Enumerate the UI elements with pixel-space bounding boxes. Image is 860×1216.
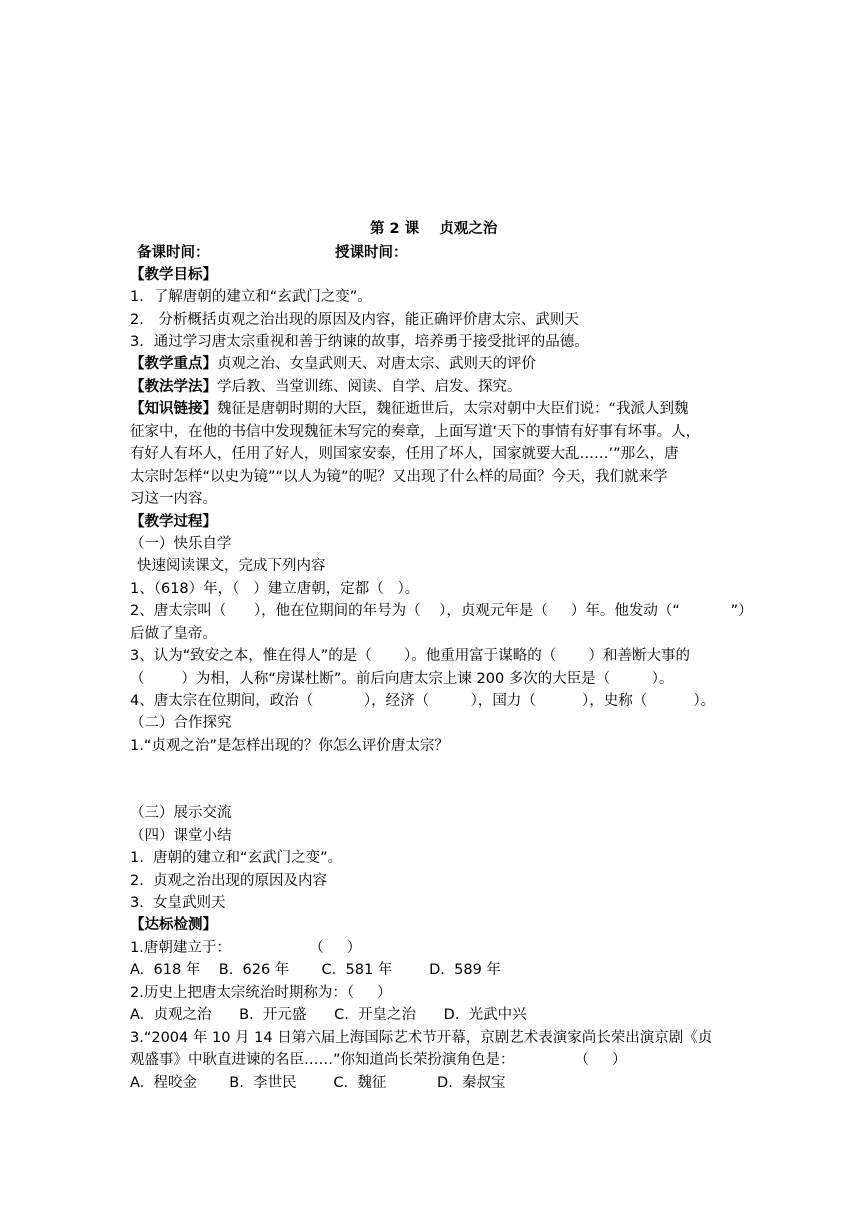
part2-heading: （二）合作探究 [130, 715, 232, 731]
objective-item: 2． 分析概括贞观之治出现的原因及内容，能正确评价唐太宗、武则天 [130, 312, 579, 328]
knowledge-link [130, 399, 689, 419]
knowledge-link-label: 【知识链接】 [130, 401, 217, 417]
test-question: 2.历史上把唐太宗统治时期称为：（ ） [130, 985, 392, 1001]
fill-question: 2、唐太宗叫（ ），他在位期间的年号为（ ），贞观元年是（ ）年。他发动（“ ”） [130, 603, 753, 619]
part1-instruction: 快速阅读课文，完成下列内容 [137, 558, 326, 574]
test-options: A. 程咬金 B. 李世民 C. 魏征 D. 秦叔宝 [130, 1075, 506, 1091]
test-question: 1.唐朝建立于： （ ） [130, 940, 362, 956]
knowledge-link-line: 有好人有坏人，任用了好人，则国家安泰，任用了坏人，国家就要大乱……’”那么，唐 [130, 446, 679, 462]
knowledge-link-line: 太宗时怎样“以史为镜”“以人为镜”的呢？又出现了什么样的局面？今天，我们就来学 [130, 469, 668, 485]
methods [130, 377, 522, 397]
fill-question: 后做了皇帝。 [130, 626, 217, 642]
test-options: A. 贞观之治 B. 开元盛 C. 开皇之治 D. 光武中兴 [130, 1007, 527, 1023]
key-points-text: 贞观之治、女皇武则天、对唐太宗、武则天的评价 [217, 356, 536, 372]
summary-item: 2. 贞观之治出现的原因及内容 [130, 873, 328, 889]
knowledge-link-line: 习这一内容。 [130, 491, 217, 507]
key-points-label: 【教学重点】 [130, 356, 217, 372]
summary-item: 1. 唐朝的建立和“玄武门之变”。 [130, 850, 343, 866]
lesson-title: 第 2 课 贞观之治 [370, 221, 498, 237]
knowledge-link-line: 魏征是唐朝时期的大臣，魏征逝世后，太宗对朝中大臣们说：“我派人到魏 [217, 401, 689, 417]
objectives-heading: 【教学目标】 [130, 267, 217, 283]
summary-item: 3. 女皇武则天 [130, 895, 226, 911]
test-heading: 【达标检测】 [130, 917, 217, 933]
test-question: 观盛事》中耿直进谏的名臣……”你知道尚长荣扮演角色是： （ ） [130, 1052, 627, 1068]
objective-item: 1．了解唐朝的建立和“玄武门之变”。 [130, 289, 372, 305]
test-options: A. 618 年 B. 626 年 C. 581 年 D. 589 年 [130, 962, 501, 978]
part1-heading: （一）快乐自学 [130, 536, 232, 552]
teach-time-label: 授课时间： [335, 245, 408, 261]
part4-heading: （四）课堂小结 [130, 828, 232, 844]
prep-time-label: 备课时间： [137, 245, 210, 261]
test-question: 3.“2004 年 10 月 14 日第六届上海国际艺术节开幕，京剧艺术表演家尚长荣出演京剧《贞 [130, 1030, 713, 1046]
process-heading: 【教学过程】 [130, 514, 217, 530]
part3-heading: （三）展示交流 [130, 805, 232, 821]
methods-text: 学后教、当堂训练、阅读、自学、启发、探究。 [217, 379, 522, 395]
key-points [130, 354, 536, 374]
fill-question: （ ）为相，人称“房谋杜断”。前后向唐太宗上谏 200 多次的大臣是（ ）。 [130, 671, 674, 687]
knowledge-link-line: 征家中，在他的书信中发现魏征未写完的奏章，上面写道‘天下的事情有好事有坏事。人， [130, 424, 701, 440]
fill-question: 1、（618）年，（ ）建立唐朝，定都（ ）。 [130, 581, 420, 597]
objective-item: 3．通过学习唐太宗重视和善于纳谏的故事，培养勇于接受批评的品德。 [130, 334, 589, 350]
discussion-question: 1.“贞观之治”是怎样出现的？你怎么评价唐太宗？ [130, 738, 449, 754]
methods-label: 【教法学法】 [130, 379, 217, 395]
fill-question: 3、认为“致安之本，惟在得人”的是（ ）。他重用富于谋略的（ ）和善断大事的 [130, 648, 691, 664]
fill-question: 4、唐太宗在位期间，政治（ ），经济（ ），国力（ ），史称（ ）。 [130, 693, 716, 709]
